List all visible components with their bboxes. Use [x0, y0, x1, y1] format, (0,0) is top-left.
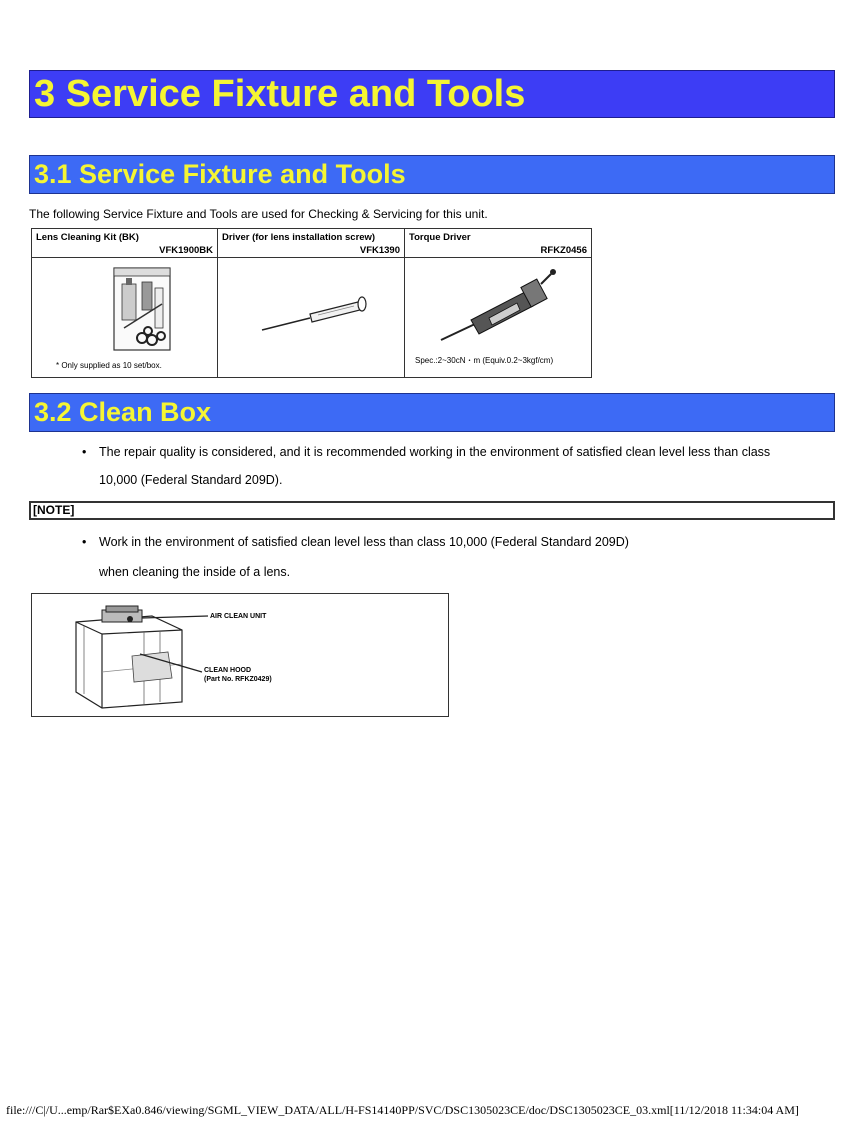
bullet-line: 10,000 (Federal Standard 209D).: [99, 473, 283, 487]
tool-header-torque-driver: [405, 229, 592, 258]
bullet-line: Work in the environment of satisfied clean level less than class 10,000 (Federal Standard 209D): [99, 535, 629, 549]
clean-hood-part-label: (Part No. RFKZ0429): [204, 676, 272, 683]
tool-code: VFK1390: [359, 245, 400, 256]
tool-caption: * Only supplied as 10 set/box.: [56, 361, 162, 371]
tool-caption: Spec.:2~30cN・m (Equiv.0.2~3kgf/cm): [415, 356, 554, 366]
tool-name: Torque Driver: [409, 232, 471, 243]
note-box: [NOTE]: [29, 501, 835, 520]
section-title: 3 Service Fixture and Tools: [29, 70, 835, 118]
bullet-note: [82, 528, 802, 586]
tool-code: RFKZ0456: [540, 245, 587, 256]
tool-name: Lens Cleaning Kit (BK): [36, 232, 139, 243]
bullet-icon: •: [82, 445, 87, 459]
tool-name: Driver (for lens installation screw): [222, 232, 376, 243]
tool-code: VFK1900BK: [159, 245, 213, 256]
clean-box-figure: [31, 593, 449, 717]
clean-hood-label: CLEAN HOOD: [204, 667, 252, 674]
tool-header-lens-cleaning-kit: [32, 229, 218, 258]
lens-cleaning-kit-icon: [32, 258, 218, 376]
subsection-title-service-fixture: 3.1 Service Fixture and Tools: [29, 155, 835, 194]
tools-table: [31, 228, 592, 378]
screwdriver-icon: [218, 258, 405, 376]
air-clean-unit-label: AIR CLEAN UNIT: [210, 613, 267, 620]
subsection-title-clean-box: 3.2 Clean Box: [29, 393, 835, 432]
tool-header-driver: [218, 229, 405, 258]
tool-image-cell: [32, 258, 218, 378]
file-path-footer: file:///C|/U...emp/Rar$EXa0.846/viewing/SGML_VIEW_DATA/ALL/H-FS14140PP/SVC/DSC1305023CE/doc/DSC1305023CE_03.xml[11/12/2018 11:34:04 AM]: [6, 1103, 799, 1117]
bullet-line: The repair quality is considered, and it is recommended working in the environment of satisfied clean level less than class: [99, 445, 771, 459]
intro-text: The following Service Fixture and Tools are used for Checking & Servicing for this unit.: [29, 207, 488, 221]
bullet-icon: •: [82, 535, 87, 549]
tool-image-cell: [405, 258, 592, 378]
bullet-line: when cleaning the inside of a lens.: [99, 565, 291, 579]
bullet-recommendation: [82, 438, 802, 494]
tool-image-cell: [218, 258, 405, 378]
